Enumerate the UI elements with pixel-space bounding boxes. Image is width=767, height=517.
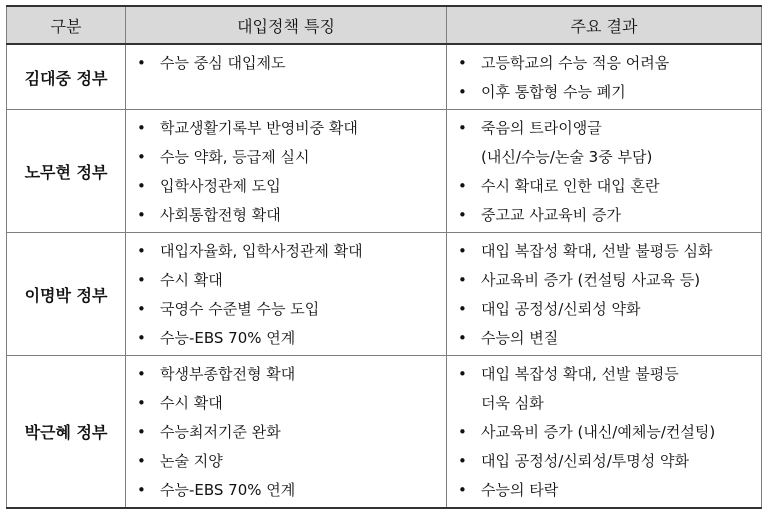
list-item: • 사교육비 증가 (내신/예체능/컨설팅) [455, 418, 755, 447]
list-item: • 수능 약화, 등급제 실시 [134, 143, 440, 172]
list-item: • 수시 확대 [134, 389, 440, 418]
list-item: • 수시 확대 [134, 266, 440, 295]
features-cell [126, 356, 447, 509]
list-item: • 이후 통합형 수능 폐기 [455, 78, 755, 107]
list-item-continuation: (내신/수능/논술 3중 부담) [481, 148, 653, 166]
list-item: • 수능의 변질 [455, 324, 755, 353]
policy-comparison-table [6, 5, 762, 509]
list-item: • 수능의 타락 [455, 476, 755, 505]
header-category: 구분 [7, 6, 126, 44]
list-item: • 대입 공정성/신뢰성/투명성 약화 [455, 447, 755, 476]
list-item: • 학교생활기록부 반영비중 확대 [134, 114, 440, 143]
header-features: 대입정책 특징 [126, 6, 447, 44]
list-item: • 수능-EBS 70% 연계 [134, 324, 440, 353]
features-cell [126, 233, 447, 356]
list-item: • 사교육비 증가 (컨설팅 사교육 등) [455, 266, 755, 295]
results-cell [447, 44, 762, 110]
government-cell: 노무현 정부 [7, 110, 126, 233]
government-cell: 김대중 정부 [7, 44, 126, 110]
list-item: • 대입 복잡성 확대, 선발 불평등 심화 [455, 237, 755, 266]
table-row [7, 110, 762, 233]
list-item: • 사회통합전형 확대 [134, 201, 440, 230]
list-item: • 수시 확대로 인한 대입 혼란 [455, 172, 755, 201]
results-cell [447, 356, 762, 509]
list-item: • 수능-EBS 70% 연계 [134, 476, 440, 505]
table-row [7, 233, 762, 356]
government-cell: 박근혜 정부 [7, 356, 126, 509]
table-row [7, 44, 762, 110]
list-item: • 수능최저기준 완화 [134, 418, 440, 447]
list-item: • 국영수 수준별 수능 도입 [134, 295, 440, 324]
table-row [7, 356, 762, 509]
header-results: 주요 결과 [447, 6, 762, 44]
list-item: • 입학사정관제 도입 [134, 172, 440, 201]
header-row [7, 6, 762, 44]
list-item-continuation: 더욱 심화 [481, 394, 544, 412]
list-item: • 대입 공정성/신뢰성 약화 [455, 295, 755, 324]
results-cell [447, 233, 762, 356]
list-item: • 학생부종합전형 확대 [134, 360, 440, 389]
list-item: • 고등학교의 수능 적응 어려움 [455, 49, 755, 78]
table-header [7, 6, 762, 44]
list-item: • 대입 복잡성 확대, 선발 불평등 [455, 360, 755, 389]
list-item: • 대입자율화, 입학사정관제 확대 [134, 237, 440, 266]
features-cell [126, 110, 447, 233]
list-item: • 죽음의 트라이앵글 [455, 114, 755, 143]
results-cell [447, 110, 762, 233]
government-cell: 이명박 정부 [7, 233, 126, 356]
features-cell [126, 44, 447, 110]
list-item: • 수능 중심 대입제도 [134, 49, 440, 78]
list-item: • 논술 지양 [134, 447, 440, 476]
list-item: • 중고교 사교육비 증가 [455, 201, 755, 230]
